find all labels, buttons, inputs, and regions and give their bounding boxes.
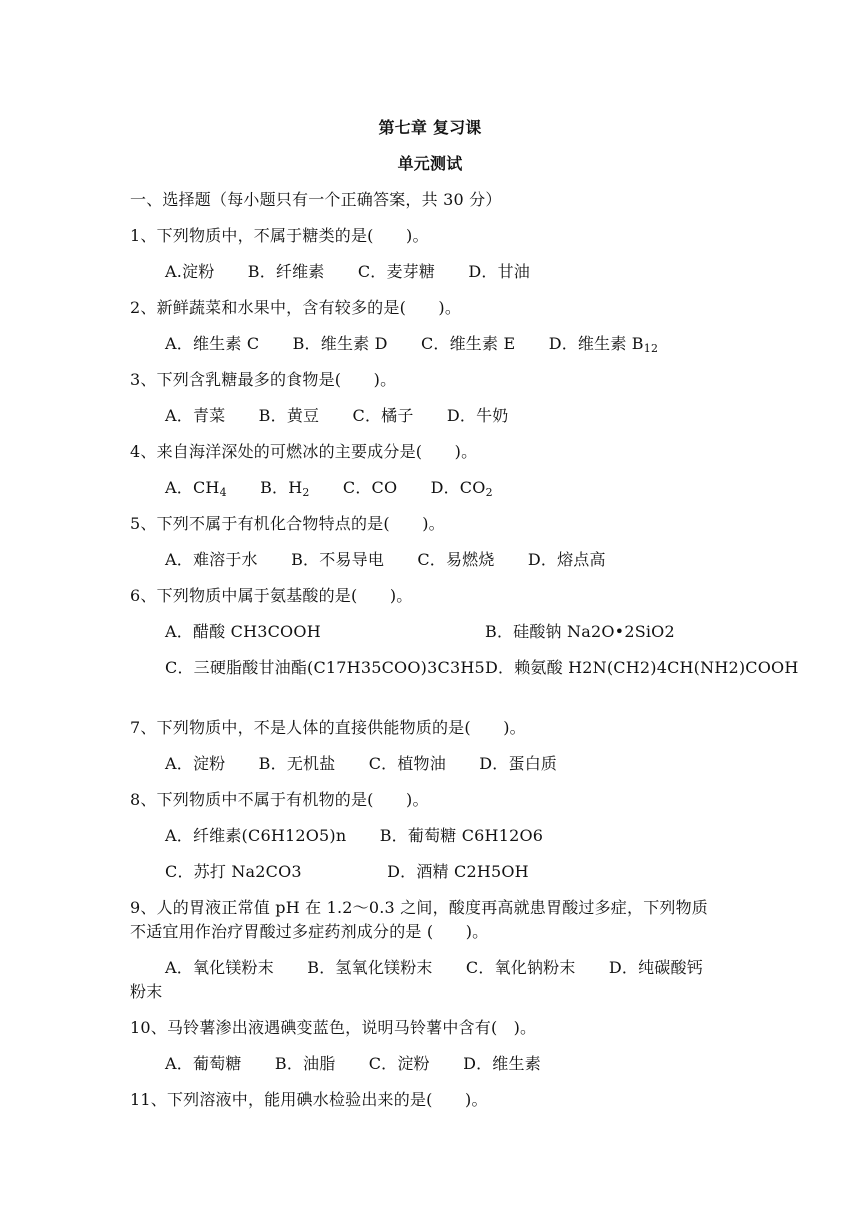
- option-c: C．麦芽糖: [357, 262, 436, 281]
- question-3-options: [165, 406, 509, 426]
- option-c: C．氧化钠粉末: [465, 958, 576, 977]
- question-7-stem: 7、下列物质中，不是人体的直接供能物质的是( )。: [130, 718, 526, 737]
- option-c: C．三硬脂酸甘油酯(C17H35COO)3C3H5: [165, 658, 485, 677]
- option-b: [260, 478, 310, 497]
- option-d: D．甘油: [468, 262, 530, 281]
- question-7-options: [165, 754, 557, 774]
- question-1-stem: 1、下列物质中，不属于糖类的是( )。: [130, 226, 429, 245]
- option-a: A．醋酸 CH3COOH: [165, 622, 321, 641]
- option-c: C．植物油: [368, 754, 446, 773]
- section-heading: 一、选择题（每小题只有一个正确答案，共 30 分）: [130, 190, 502, 209]
- option-d: D．赖氨酸 H2N(CH2)4CH(NH2)COOH: [485, 658, 799, 677]
- option-d-text: D．CO: [430, 478, 486, 497]
- option-b: B．硅酸钠 Na2O•2SiO2: [485, 622, 675, 641]
- question-3-stem: 3、下列含乳糖最多的食物是( )。: [130, 370, 397, 389]
- question-10-options: [165, 1054, 541, 1074]
- option-d: D．蛋白质: [479, 754, 558, 773]
- option-b-text: B．H: [260, 478, 303, 497]
- question-9-stem-line1: 9、人的胃液正常值 pH 在 1.2～0.3 之间，酸度再高就患胃酸过多症，下列物质: [130, 898, 709, 917]
- option-a-text: A．CH: [165, 478, 220, 497]
- chapter-title: 第七章 复习课: [378, 118, 482, 137]
- question-8-stem: 8、下列物质中不属于有机物的是( )。: [130, 790, 429, 809]
- option-b: B．维生素 D: [292, 334, 388, 353]
- question-6-stem: 6、下列物质中属于氨基酸的是( )。: [130, 586, 413, 605]
- option-d: D．牛奶: [446, 406, 509, 425]
- question-2-stem: 2、新鲜蔬菜和水果中，含有较多的是( )。: [130, 298, 462, 317]
- option-a: A．葡萄糖: [165, 1054, 242, 1073]
- option-c: C．CO: [342, 478, 398, 497]
- option-a: A．青菜: [165, 406, 226, 425]
- option-b: B．不易导电: [291, 550, 385, 569]
- option-c: C．易燃烧: [417, 550, 495, 569]
- question-4-options: [165, 478, 493, 498]
- question-4-stem: 4、来自海洋深处的可燃冰的主要成分是( )。: [130, 442, 478, 461]
- subscript: 2: [302, 486, 310, 499]
- question-1-options: [165, 262, 530, 282]
- question-8-options-row1: [165, 826, 543, 846]
- question-11-stem: 11、下列溶液中，能用碘水检验出来的是( )。: [130, 1090, 488, 1109]
- question-6-option-a: [165, 622, 321, 642]
- question-8-options-row2: [165, 862, 529, 882]
- question-5-options: [165, 550, 606, 570]
- option-b: B．油脂: [274, 1054, 336, 1073]
- option-d: D．熔点高: [527, 550, 606, 569]
- question-9-stem-line2: 不适宜用作治疗胃酸过多症药剂成分的是 ( )。: [130, 922, 489, 941]
- option-c: C．橘子: [352, 406, 414, 425]
- question-10-stem: 10、马铃薯渗出液遇碘变蓝色，说明马铃薯中含有( )。: [130, 1018, 537, 1037]
- subscript: 2: [485, 486, 493, 499]
- option-b: B．无机盐: [258, 754, 336, 773]
- option-a: [165, 478, 227, 497]
- option-d: D．维生素: [463, 1054, 541, 1073]
- option-a: A．维生素 C: [165, 334, 260, 353]
- option-a: A．淀粉: [165, 754, 226, 773]
- option-d: [431, 478, 493, 497]
- option-d: [549, 334, 658, 353]
- question-2-options: [165, 334, 658, 354]
- subtitle: 单元测试: [397, 154, 463, 173]
- question-9-options: [165, 958, 703, 978]
- option-b: B．氢氧化镁粉末: [307, 958, 433, 977]
- option-a: A.淀粉: [165, 262, 215, 281]
- option-d: D．酒精 C2H5OH: [387, 862, 529, 881]
- subscript: 12: [643, 342, 659, 355]
- question-6-option-d: [485, 658, 799, 678]
- question-5-stem: 5、下列不属于有机化合物特点的是( )。: [130, 514, 445, 533]
- option-c: C．淀粉: [368, 1054, 430, 1073]
- option-b: B．葡萄糖 C6H12O6: [379, 826, 544, 845]
- option-b: B．黄豆: [258, 406, 320, 425]
- option-c: C．维生素 E: [420, 334, 516, 353]
- question-6-option-c: [165, 658, 485, 678]
- option-a: A．纤维素(C6H12O5)n: [165, 826, 347, 845]
- option-a: A．难溶于水: [165, 550, 258, 569]
- option-d-text: D．维生素 B: [548, 334, 644, 353]
- subscript: 4: [219, 486, 227, 499]
- option-b: B．纤维素: [247, 262, 325, 281]
- option-c: C．苏打 Na2CO3: [165, 862, 302, 881]
- option-d: D．纯碳酸钙: [608, 958, 703, 977]
- question-9-option-wrap: 粉末: [130, 982, 163, 1001]
- option-a: A．氧化镁粉末: [165, 958, 274, 977]
- question-6-option-b: [485, 622, 675, 642]
